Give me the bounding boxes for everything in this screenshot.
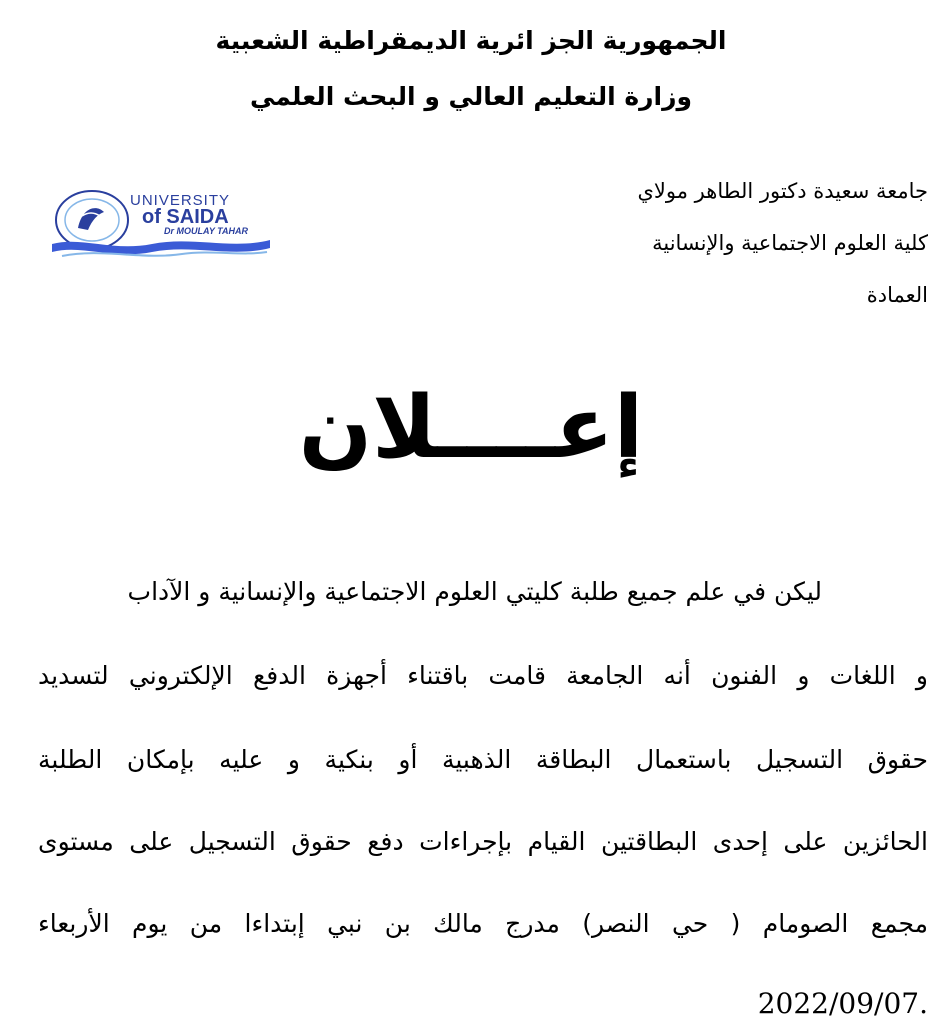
republic-title: الجمهورية الجز ائرية الديمقراطية الشعبية (215, 26, 727, 55)
university-logo (52, 186, 272, 262)
body-line: مجمع الصومام ( حي النصر) مدرج مالك بن نبي إبتداءا من يوم الأربعاء (38, 909, 928, 938)
logo-text-founder: Dr MOULAY TAHAR (164, 226, 248, 236)
body-line: حقوق التسجيل باستعمال البطاقة الذهبية أو بنكية و عليه بإمكان الطلبة (38, 745, 928, 774)
university-name: جامعة سعيدة دكتور الطاهر مولاي (637, 179, 928, 203)
announcement-title: إعــــلان (298, 378, 644, 478)
deanship-label: العمادة (866, 283, 928, 307)
faculty-name: كلية العلوم الاجتماعية والإنسانية (652, 231, 928, 255)
logo-text-saida: of SAIDA (142, 206, 229, 228)
body-line: ليكن في علم جميع طلبة كليتي العلوم الاجتماعية والإنسانية و الآداب (127, 577, 822, 606)
logo-text-university: UNIVERSITY (130, 192, 231, 209)
body-line: و اللغات و الفنون أنه الجامعة قامت باقتناء أجهزة الدفع الإلكتروني لتسديد (38, 661, 928, 690)
body-line: الحائزين على إحدى البطاقتين القيام بإجراءات دفع حقوق التسجيل على مستوى (38, 827, 928, 856)
announcement-date: 2022/09/07. (757, 987, 928, 1020)
ministry-title: وزارة التعليم العالي و البحث العلمي (249, 82, 693, 111)
